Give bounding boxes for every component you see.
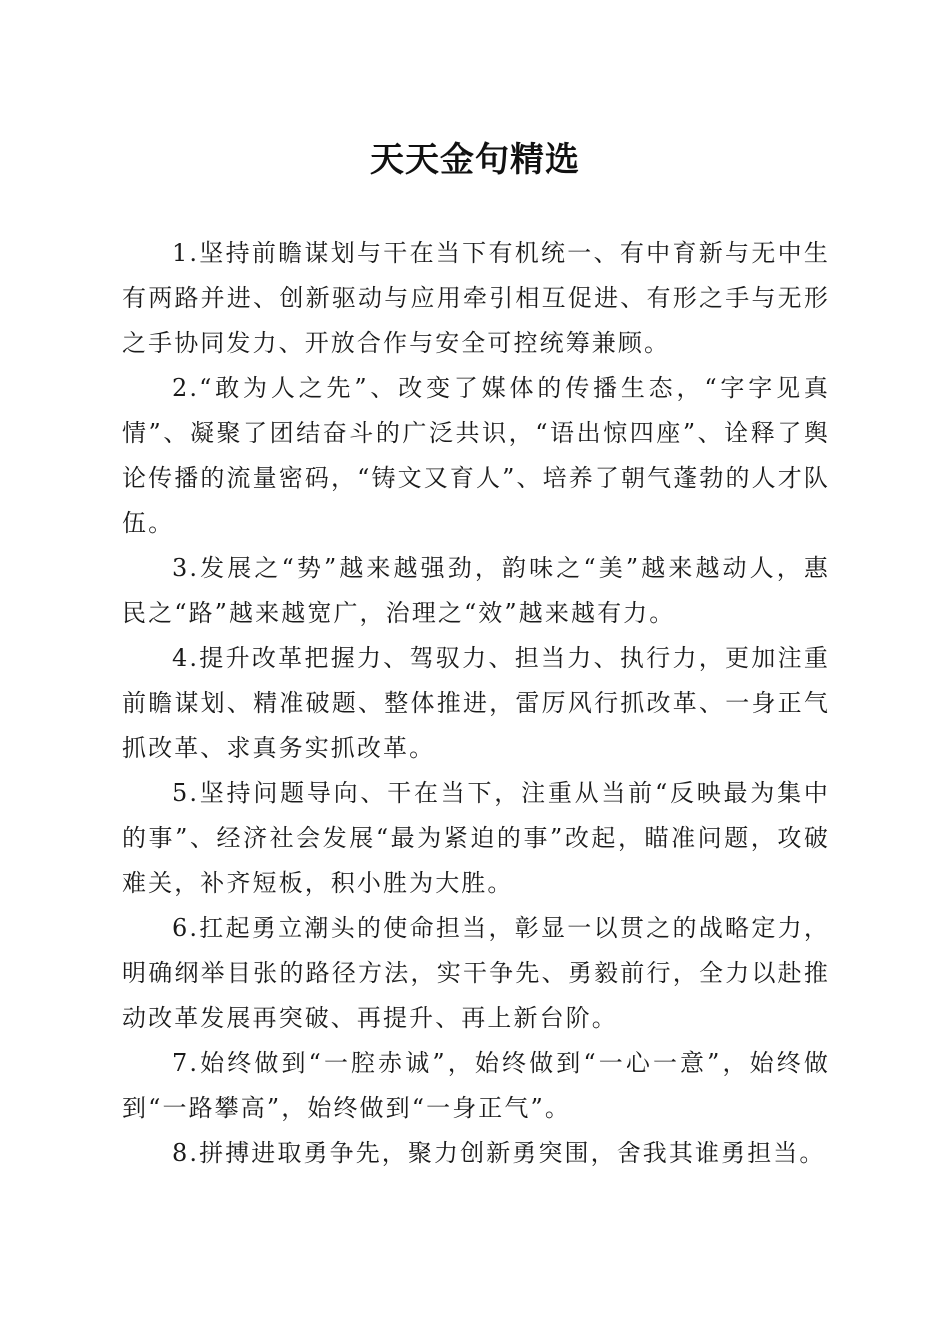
paragraph-5: 5.坚持问题导向、干在当下，注重从当前“反映最为集中的事”、经济社会发展“最为紧迫的事”改起，瞄准问题，攻破难关，补齐短板，积小胜为大胜。 bbox=[122, 779, 830, 897]
paragraph-6: 6.扛起勇立潮头的使命担当，彰显一以贯之的战略定力，明确纲举目张的路径方法，实干争先、勇毅前行，全力以赴推动改革发展再突破、再提升、再上新台阶。 bbox=[122, 914, 830, 1032]
paragraph-8: 8.拼搏进取勇争先，聚力创新勇突围，舍我其谁勇担当。 bbox=[172, 1139, 826, 1167]
paragraph-3: 3.发展之“势”越来越强劲，韵味之“美”越来越动人，惠民之“路”越来越宽广，治理之“效”越来越有力。 bbox=[122, 554, 830, 627]
document-body bbox=[122, 231, 830, 1176]
paragraph-7: 7.始终做到“一腔赤诚”，始终做到“一心一意”，始终做到“一路攀高”，始终做到“一身正气”。 bbox=[122, 1049, 830, 1122]
document-title: 天天金句精选 bbox=[370, 140, 580, 180]
paragraph-1: 1.坚持前瞻谋划与干在当下有机统一、有中育新与无中生有两路并进、创新驱动与应用牵引相互促进、有形之手与无形之手协同发力、开放合作与安全可控统筹兼顾。 bbox=[122, 239, 830, 357]
paragraph-2: 2.“敢为人之先”、改变了媒体的传播生态，“字字见真情”、凝聚了团结奋斗的广泛共识，“语出惊四座”、诠释了舆论传播的流量密码，“铸文又育人”、培养了朝气蓬勃的人才队伍。 bbox=[122, 374, 830, 537]
paragraph-4: 4.提升改革把握力、驾驭力、担当力、执行力，更加注重前瞻谋划、精准破题、整体推进，雷厉风行抓改革、一身正气抓改革、求真务实抓改革。 bbox=[122, 644, 830, 762]
